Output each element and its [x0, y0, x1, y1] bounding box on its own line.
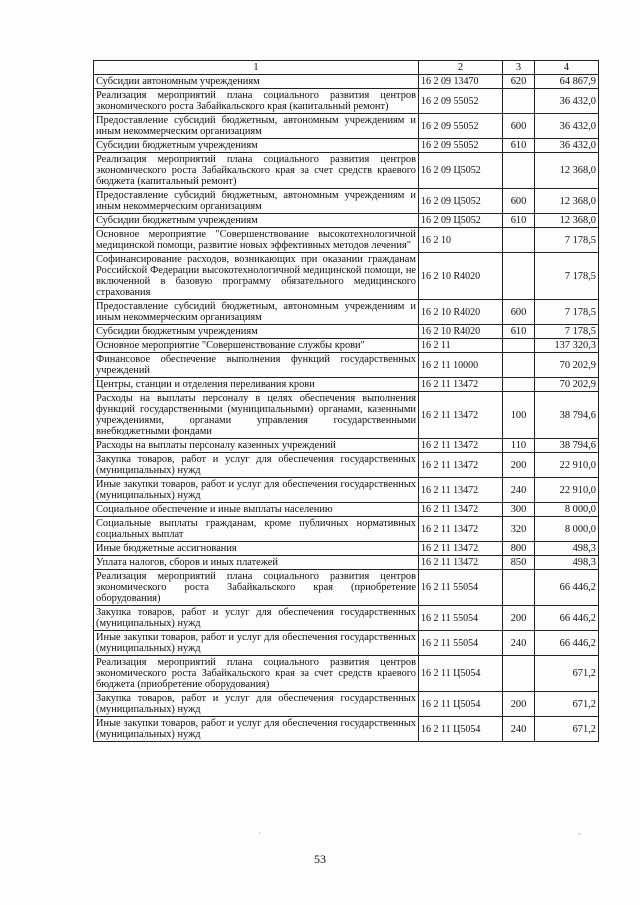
- row-sum-cell: 12 368,0: [535, 214, 599, 228]
- row-code-cell: 16 2 10 R4020: [419, 300, 503, 325]
- row-code-cell: 16 2 11 55054: [419, 606, 503, 631]
- table-row: [94, 353, 599, 378]
- row-sum-cell: 12 368,0: [535, 189, 599, 214]
- row-name-cell: Реализация мероприятий плана социального развития центров экономического роста Забайкальского края (капитальный ремонт): [94, 89, 419, 114]
- row-code-cell: 16 2 11 55054: [419, 631, 503, 656]
- table-row: [94, 606, 599, 631]
- table-row: [94, 114, 599, 139]
- row-sum-cell: 671,2: [535, 717, 599, 742]
- row-sum-cell: 498,3: [535, 542, 599, 556]
- row-code-cell: 16 2 11 55054: [419, 570, 503, 606]
- row-sum-cell: 22 910,0: [535, 453, 599, 478]
- row-vr-cell: 610: [503, 325, 535, 339]
- row-sum-cell: 36 432,0: [535, 89, 599, 114]
- row-name-cell: Реализация мероприятий плана социального развития центров экономического роста Забайкальского края (приобретение оборудования): [94, 570, 419, 606]
- row-vr-cell: 200: [503, 692, 535, 717]
- row-code-cell: 16 2 09 Ц5052: [419, 214, 503, 228]
- table-row: [94, 656, 599, 692]
- row-code-cell: 16 2 09 55052: [419, 139, 503, 153]
- table-row: [94, 189, 599, 214]
- row-sum-cell: 8 000,0: [535, 517, 599, 542]
- table-row: [94, 542, 599, 556]
- row-vr-cell: 110: [503, 439, 535, 453]
- row-code-cell: 16 2 11 13472: [419, 392, 503, 439]
- row-vr-cell: 600: [503, 189, 535, 214]
- row-name-cell: Субсидии бюджетным учреждениям: [94, 139, 419, 153]
- table-row: [94, 339, 599, 353]
- row-vr-cell: 800: [503, 542, 535, 556]
- row-name-cell: Расходы на выплаты персоналу в целях обеспечения выполнения функций государственными (муниципальными) органами, казенными учреждениями, органами управления государственными внебюджетными фондами: [94, 392, 419, 439]
- table-row: [94, 517, 599, 542]
- row-code-cell: 16 2 09 13470: [419, 75, 503, 89]
- row-code-cell: 16 2 10: [419, 228, 503, 253]
- table-row: [94, 392, 599, 439]
- row-name-cell: Основное мероприятие "Совершенствование высокотехнологичной медицинской помощи, развитие новых эффективных методов лечения": [94, 228, 419, 253]
- scan-mark: ·: [258, 828, 261, 838]
- row-vr-cell: [503, 656, 535, 692]
- row-sum-cell: 38 794,6: [535, 392, 599, 439]
- table-row: [94, 139, 599, 153]
- row-code-cell: 16 2 09 55052: [419, 114, 503, 139]
- row-vr-cell: [503, 89, 535, 114]
- table-row: [94, 453, 599, 478]
- row-sum-cell: 36 432,0: [535, 114, 599, 139]
- row-vr-cell: [503, 228, 535, 253]
- header-col-4: 4: [535, 61, 599, 75]
- header-col-3: 3: [503, 61, 535, 75]
- row-sum-cell: 12 368,0: [535, 153, 599, 189]
- row-sum-cell: 36 432,0: [535, 139, 599, 153]
- table-row: [94, 631, 599, 656]
- row-name-cell: Реализация мероприятий плана социального развития центров экономического роста Забайкальского края за счет средств краевого бюджета (капитальный ремонт): [94, 153, 419, 189]
- row-name-cell: Уплата налогов, сборов и иных платежей: [94, 556, 419, 570]
- row-name-cell: Финансовое обеспечение выполнения функций государственных учреждений: [94, 353, 419, 378]
- row-name-cell: Субсидии бюджетным учреждениям: [94, 214, 419, 228]
- row-name-cell: Субсидии автономным учреждениям: [94, 75, 419, 89]
- table-row: [94, 556, 599, 570]
- row-code-cell: 16 2 11 10000: [419, 353, 503, 378]
- row-sum-cell: 66 446,2: [535, 570, 599, 606]
- row-code-cell: 16 2 09 Ц5052: [419, 153, 503, 189]
- row-code-cell: 16 2 11 13472: [419, 542, 503, 556]
- row-vr-cell: [503, 253, 535, 300]
- row-sum-cell: 66 446,2: [535, 631, 599, 656]
- row-name-cell: Иные закупки товаров, работ и услуг для обеспечения государственных (муниципальных) нужд: [94, 631, 419, 656]
- row-vr-cell: [503, 339, 535, 353]
- table-row: [94, 325, 599, 339]
- row-vr-cell: [503, 570, 535, 606]
- row-code-cell: 16 2 11: [419, 339, 503, 353]
- row-sum-cell: 70 202,9: [535, 378, 599, 392]
- row-sum-cell: 7 178,5: [535, 325, 599, 339]
- row-vr-cell: 240: [503, 631, 535, 656]
- row-name-cell: Закупка товаров, работ и услуг для обеспечения государственных (муниципальных) нужд: [94, 692, 419, 717]
- row-sum-cell: 38 794,6: [535, 439, 599, 453]
- row-code-cell: 16 2 11 13472: [419, 517, 503, 542]
- table-row: [94, 692, 599, 717]
- table-row: [94, 439, 599, 453]
- row-name-cell: Центры, станции и отделения переливания крови: [94, 378, 419, 392]
- row-vr-cell: [503, 378, 535, 392]
- row-sum-cell: 8 000,0: [535, 503, 599, 517]
- table-row: [94, 89, 599, 114]
- row-code-cell: 16 2 11 Ц5054: [419, 692, 503, 717]
- row-vr-cell: 200: [503, 606, 535, 631]
- row-name-cell: Софинансирование расходов, возникающих при оказании гражданам Российской Федерации высокотехнологичной медицинской помощи, не включенной в базовую программу обязательного медицинского страхования: [94, 253, 419, 300]
- row-code-cell: 16 2 09 55052: [419, 89, 503, 114]
- row-code-cell: 16 2 11 13472: [419, 556, 503, 570]
- row-vr-cell: 850: [503, 556, 535, 570]
- row-vr-cell: 300: [503, 503, 535, 517]
- row-vr-cell: 240: [503, 717, 535, 742]
- row-sum-cell: 66 446,2: [535, 606, 599, 631]
- row-name-cell: Иные закупки товаров, работ и услуг для обеспечения государственных (муниципальных) нужд: [94, 717, 419, 742]
- row-vr-cell: [503, 353, 535, 378]
- row-vr-cell: 320: [503, 517, 535, 542]
- row-code-cell: 16 2 11 13472: [419, 439, 503, 453]
- row-sum-cell: 671,2: [535, 656, 599, 692]
- table-row: [94, 153, 599, 189]
- row-sum-cell: 64 867,9: [535, 75, 599, 89]
- header-col-2: 2: [419, 61, 503, 75]
- table-body: [94, 75, 599, 742]
- row-vr-cell: 200: [503, 453, 535, 478]
- row-vr-cell: [503, 153, 535, 189]
- row-vr-cell: 620: [503, 75, 535, 89]
- row-code-cell: 16 2 10 R4020: [419, 325, 503, 339]
- row-name-cell: Предоставление субсидий бюджетным, автономным учреждениям и иным некоммерческим организациям: [94, 114, 419, 139]
- row-code-cell: 16 2 11 13472: [419, 453, 503, 478]
- row-code-cell: 16 2 11 13472: [419, 378, 503, 392]
- row-sum-cell: 498,3: [535, 556, 599, 570]
- row-vr-cell: 100: [503, 392, 535, 439]
- table-row: [94, 503, 599, 517]
- row-vr-cell: 610: [503, 139, 535, 153]
- table-row: [94, 300, 599, 325]
- row-name-cell: Социальное обеспечение и иные выплаты населению: [94, 503, 419, 517]
- table-header-row: [94, 61, 599, 75]
- row-name-cell: Основное мероприятие "Совершенствование службы крови": [94, 339, 419, 353]
- row-vr-cell: 600: [503, 300, 535, 325]
- row-name-cell: Предоставление субсидий бюджетным, автономным учреждениям и иным некоммерческим организациям: [94, 300, 419, 325]
- table-row: [94, 75, 599, 89]
- scan-mark: -: [578, 828, 581, 838]
- row-code-cell: 16 2 11 Ц5054: [419, 717, 503, 742]
- row-name-cell: Закупка товаров, работ и услуг для обеспечения государственных (муниципальных) нужд: [94, 453, 419, 478]
- row-name-cell: Субсидии бюджетным учреждениям: [94, 325, 419, 339]
- row-sum-cell: 70 202,9: [535, 353, 599, 378]
- table-row: [94, 717, 599, 742]
- row-code-cell: 16 2 11 13472: [419, 478, 503, 503]
- row-code-cell: 16 2 11 13472: [419, 503, 503, 517]
- row-name-cell: Закупка товаров, работ и услуг для обеспечения государственных (муниципальных) нужд: [94, 606, 419, 631]
- row-sum-cell: 7 178,5: [535, 300, 599, 325]
- row-code-cell: 16 2 10 R4020: [419, 253, 503, 300]
- budget-table: [93, 60, 599, 742]
- row-name-cell: Социальные выплаты гражданам, кроме публичных нормативных социальных выплат: [94, 517, 419, 542]
- row-code-cell: 16 2 11 Ц5054: [419, 656, 503, 692]
- row-sum-cell: 137 320,3: [535, 339, 599, 353]
- row-name-cell: Иные закупки товаров, работ и услуг для обеспечения государственных (муниципальных) нужд: [94, 478, 419, 503]
- table-row: [94, 253, 599, 300]
- row-sum-cell: 671,2: [535, 692, 599, 717]
- table-row: [94, 478, 599, 503]
- row-vr-cell: 610: [503, 214, 535, 228]
- row-name-cell: Иные бюджетные ассигнования: [94, 542, 419, 556]
- row-sum-cell: 7 178,5: [535, 253, 599, 300]
- header-col-1: 1: [94, 61, 419, 75]
- row-vr-cell: 600: [503, 114, 535, 139]
- row-code-cell: 16 2 09 Ц5052: [419, 189, 503, 214]
- row-sum-cell: 7 178,5: [535, 228, 599, 253]
- row-name-cell: Реализация мероприятий плана социального развития центров экономического роста Забайкальского края за счет средств краевого бюджета (приобретение оборудования): [94, 656, 419, 692]
- row-name-cell: Предоставление субсидий бюджетным, автономным учреждениям и иным некоммерческим организациям: [94, 189, 419, 214]
- table-row: [94, 214, 599, 228]
- row-name-cell: Расходы на выплаты персоналу казенных учреждений: [94, 439, 419, 453]
- row-vr-cell: 240: [503, 478, 535, 503]
- table-row: [94, 228, 599, 253]
- table-row: [94, 378, 599, 392]
- row-sum-cell: 22 910,0: [535, 478, 599, 503]
- table-row: [94, 570, 599, 606]
- page-number: 53: [314, 852, 326, 866]
